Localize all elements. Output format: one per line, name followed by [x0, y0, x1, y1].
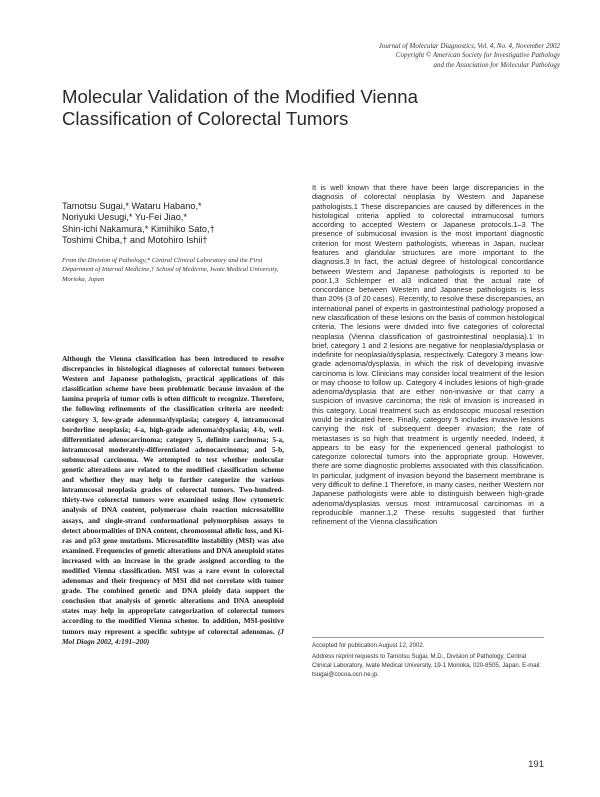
copyright-line-2: and the Association for Molecular Pathology	[433, 60, 560, 69]
journal-header	[260, 42, 560, 70]
article-title: Molecular Validation of the Modified Vienna Classification of Colorectal Tumors	[62, 86, 418, 129]
journal-citation-line: Journal of Molecular Diagnostics, Vol. 4, No. 4, November 2002	[378, 42, 560, 50]
abstract-citation: (J Mol Diagn 2002, 4:191–200)	[62, 626, 284, 646]
author-line: Noriyuki Uesugi,* Yu-Fei Jiao,*	[62, 212, 187, 223]
reprint-address: Address reprint requests to Tamotsu Sugai, M.D., Division of Pathology, Central Clinical Laboratory, Iwate Medical University, 19-1 Morioka, 020-8505, Japan. E-mail: tsugai@cocoa.ocn.ne.jp.	[312, 653, 542, 678]
author-line: Tamotsu Sugai,* Wataru Habano,*	[62, 201, 202, 211]
author-list	[62, 201, 292, 246]
footnote-divider	[312, 637, 544, 638]
copyright-line: Copyright © American Society for Investigative Pathology	[395, 51, 560, 60]
body-text: It is well known that there have been large discrepancies in the diagnosis of colorectal neoplasia by Western and Japanese pathologists.1 These discrepancies are caused by differences in the histological criteria applied to colorectal intramucosal tumors according to accepted Western or Japanese protocols.1–3 The presence of submucosal invasion is the most important diagnostic criterion for most Western pathologists, whereas in Japan, nuclear features and glandular structures are more important to the diagnosis.3 In fact, the actual degree of histological concordance between Western and Japanese pathologists is reported to be poor.1,3 Schlemper et al3 indicated that the actual rate of concordance between Western and Japanese pathologists is less than 20% (3 of 20 cases). Recently, to resolve these discrepancies, an international panel of experts in gastrointestinal pathology proposed a new classification of these lesions on the basis of common histological criteria. The lesions were divided into five categories of colorectal neoplasia (Vienna classification of gastrointestinal neoplasia).1 In brief, category 1 and 2 lesions are negative for neoplasia/dysplasia or indefinite for neoplasia/dysplasia, respectively. Category 3 means low-grade adenoma/dysplasia, in which the risk of developing invasive carcinoma is low. Clinicians may consider local treatment of the lesion or may choose to follow up. Category 4 includes lesions of high-grade adenoma/dysplasia that are either non-invasive or that carry a suspicion of invasive carcinoma; the risk of invasion is increased in this category. Local treatment such as endoscopic mucosal resection would be indicated here. Finally, category 5 includes invasive lesions carrying the risk of subsequent deeper invasion; the rate of metastases is so high that treatment is urgently needed. Indeed, it appears to be easy for the experienced general pathologist to categorize colorectal tumors into the appropriate group. However, there are some diagnostic problems associated with this classification. In particular, judgment of invasion beyond the basement membrane is very difficult to define.1 Therefore, in many cases, neither Western nor Japanese pathologists were able to distinguish between high-grade adenoma/dysplasias versus most intramucosal carcinomas in a reproducible manner.1,2 These results suggested that further refinement of the Vienna classification	[312, 183, 544, 527]
footnotes	[312, 641, 544, 681]
abstract-text: Although the Vienna classification has been introduced to resolve discrepancies in histological diagnoses of colorectal tumors between Western and Japanese pathologists, practical applications of this classification scheme have been problematic because invasion of the lamina propria of tumor cells is often difficult to recognize. Therefore, the following refinements of the classification criteria are needed: category 3, low-grade adenoma/dysplasia; category 4, intramucosal borderline neoplasia; 4-a, high-grade adenoma/dysplasia; 4-b, well-differentiated adenocarcinoma; category 5, definite carcinoma; 5-a, intramucosal moderately-differentiated adenocarcinoma; and 5-b, submucosal carcinoma. We attempted to test whether molecular genetic alterations are related to the modified classification scheme and whether they may help to further categorize the various intramucosal neoplasia grades of colorectal tumors. Two-hundred-thirty-two colorectal tumors were examined using flow cytometric analysis of DNA content, polymerase chain reaction microsatellite assays, and single-strand conformational polymorphism assays to detect abnormalities of DNA content, chromosomal allelic loss, and Ki-ras and p53 gene mutations. Microsatellite instability (MSI) was also examined. Frequencies of genetic alterations and DNA aneuploid states increased with an increase in the grade assigned according to the modified Vienna classification. MSI was a rare event in colorectal adenomas and their frequency of MSI did not correlate with tumor grade. The combined genetic and DNA ploidy data support the conclusion that analysis of genetic alterations and DNA aneuploid states may help in appropriate categorization of colorectal tumors according to the modified Vienna scheme. In addition, MSI-positive tumors may represent a specific subtype of colorectal adenomas.	[62, 354, 285, 636]
accepted-date: Accepted for publication August 12, 2002.	[312, 642, 425, 649]
page-number: 191	[528, 759, 544, 770]
author-line: Shin-ichi Nakamura,* Kimihiko Sato,†	[62, 223, 215, 234]
author-line: Toshimi Chiba,† and Motohiro Ishii†	[62, 234, 208, 245]
affiliation: From the Division of Pathology,* Central Clinical Laboratory and the First Department of Internal Medicine,† School of Medicine, Iwate Medical University, Morioka, Japan	[62, 257, 279, 283]
abstract	[62, 354, 284, 647]
